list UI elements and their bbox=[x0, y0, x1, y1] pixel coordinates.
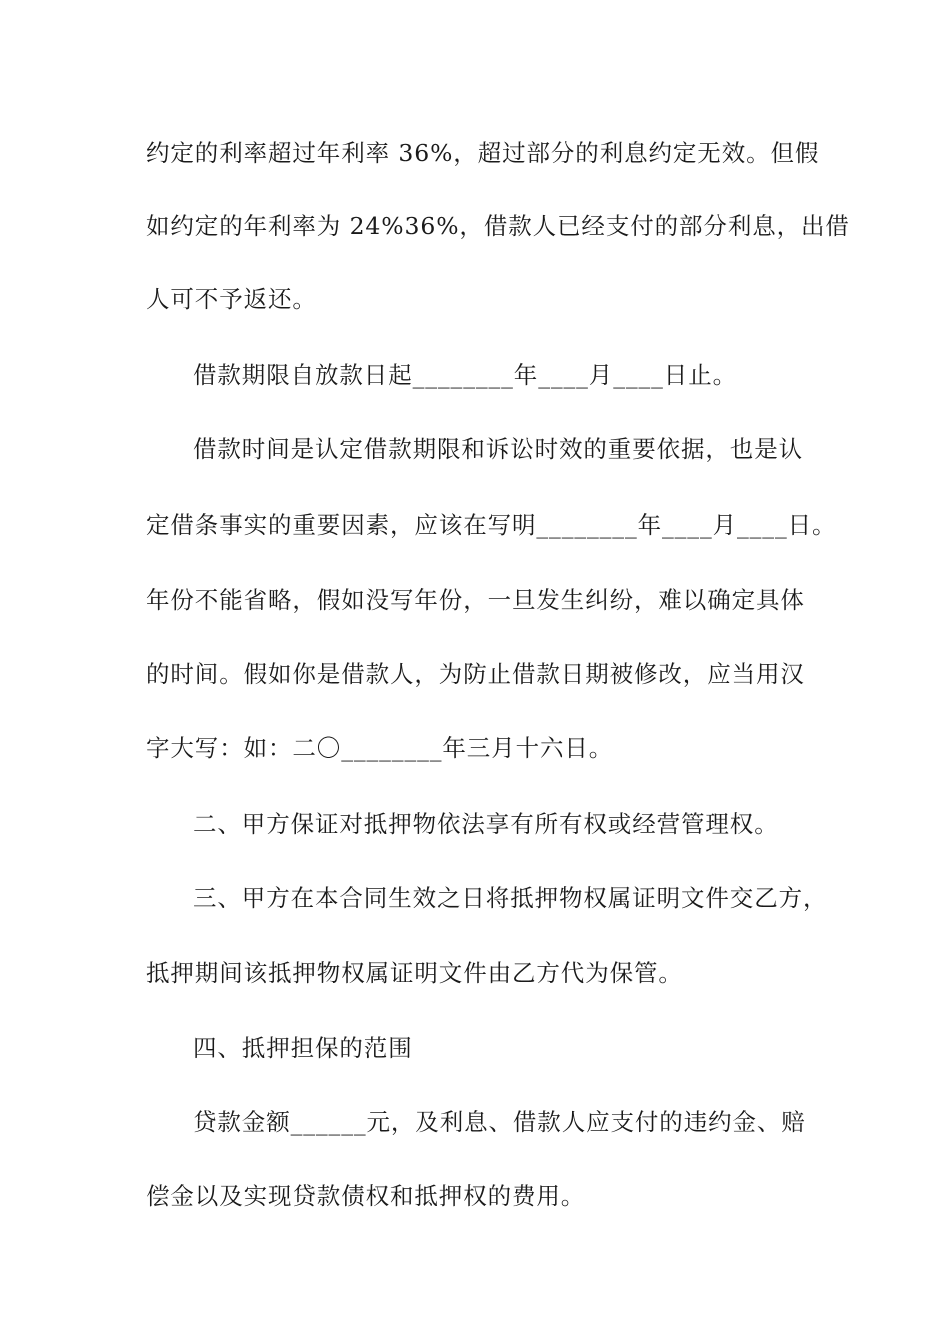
text-line: 年份不能省略，假如没写年份，一旦发生纠纷，难以确定具体 bbox=[146, 586, 805, 614]
text-line: 如约定的年利率为 24%36%，借款人已经支付的部分利息，出借 bbox=[146, 212, 850, 240]
text-line: 借款期限自放款日起________年____月____日止。 bbox=[193, 361, 737, 389]
text-line: 抵押期间该抵押物权属证明文件由乙方代为保管。 bbox=[146, 959, 683, 987]
text-line: 字大写：如：二〇________年三月十六日。 bbox=[146, 734, 614, 762]
text-line: 二、甲方保证对抵押物依法享有所有权或经营管理权。 bbox=[193, 810, 779, 838]
text-line: 四、抵押担保的范围 bbox=[193, 1034, 413, 1062]
text-line: 借款时间是认定借款期限和诉讼时效的重要依据，也是认 bbox=[193, 435, 803, 463]
text-line: 偿金以及实现贷款债权和抵押权的费用。 bbox=[146, 1182, 586, 1210]
text-line: 定借条事实的重要因素，应该在写明________年____月____日。 bbox=[146, 511, 837, 539]
text-line: 贷款金额______元，及利息、借款人应支付的违约金、赔 bbox=[193, 1108, 806, 1136]
text-line: 人可不予返还。 bbox=[146, 285, 317, 313]
text-line: 的时间。假如你是借款人，为防止借款日期被修改，应当用汉 bbox=[146, 660, 805, 688]
text-line: 约定的利率超过年利率 36%，超过部分的利息约定无效。但假 bbox=[146, 139, 820, 167]
text-line: 三、甲方在本合同生效之日将抵押物权属证明文件交乙方， bbox=[193, 884, 828, 912]
